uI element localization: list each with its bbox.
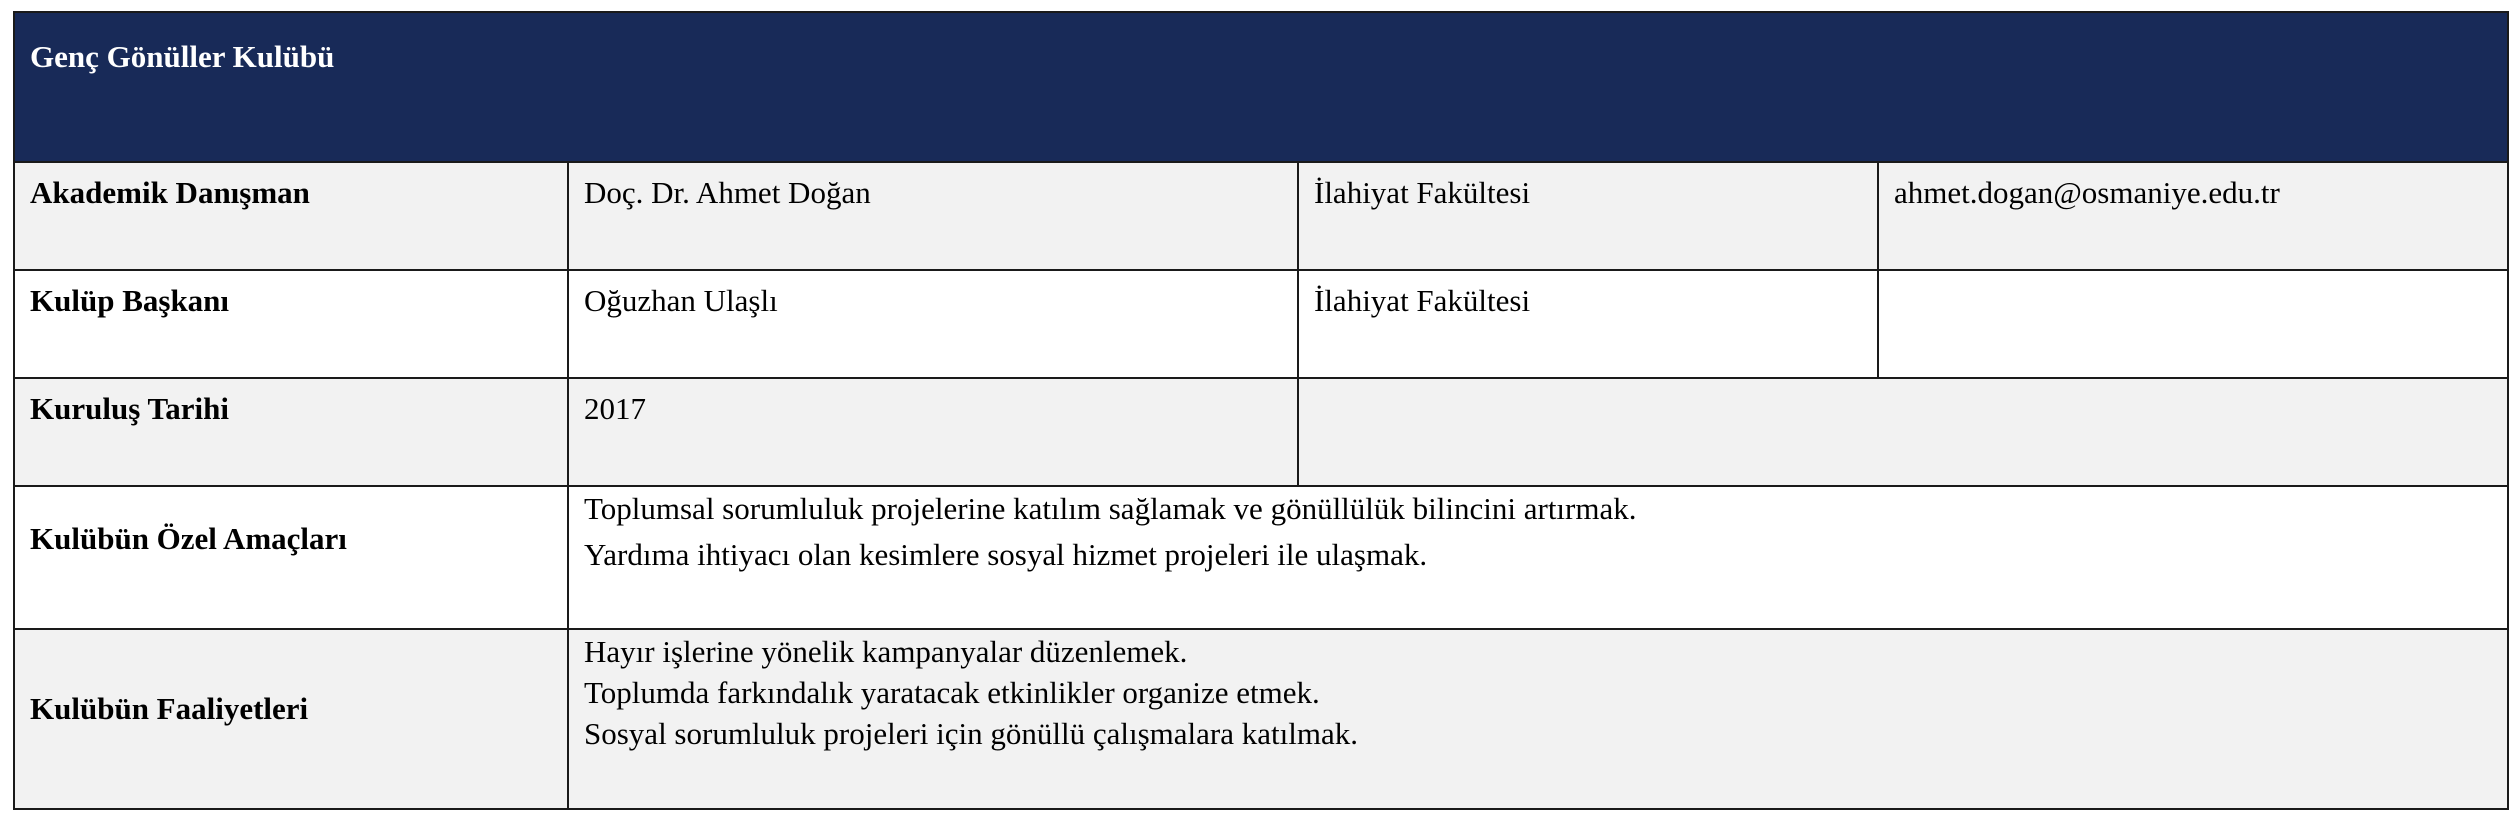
goals-row: [14, 486, 2508, 629]
advisor-email: ahmet.dogan@osmaniye.edu.tr: [1878, 162, 2508, 270]
president-name: Oğuzhan Ulaşlı: [568, 270, 1298, 378]
founded-empty-cell: [1298, 378, 2508, 486]
founded-value: 2017: [568, 378, 1298, 486]
president-faculty: İlahiyat Fakültesi: [1298, 270, 1878, 378]
advisor-faculty: İlahiyat Fakültesi: [1298, 162, 1878, 270]
activities-row: [14, 629, 2508, 809]
activity-item: Hayır işlerine yönelik kampanyalar düzenlemek.: [584, 634, 1188, 669]
advisor-row: [14, 162, 2508, 270]
advisor-label: Akademik Danışman: [14, 162, 568, 270]
founded-label: Kuruluş Tarihi: [14, 378, 568, 486]
president-row: [14, 270, 2508, 378]
president-label: Kulüp Başkanı: [14, 270, 568, 378]
president-email: [1878, 270, 2508, 378]
club-info-table: [13, 11, 2509, 810]
advisor-name: Doç. Dr. Ahmet Doğan: [568, 162, 1298, 270]
goals-list: [568, 486, 2508, 629]
goal-item: Yardıma ihtiyacı olan kesimlere sosyal hizmet projeleri ile ulaşmak.: [584, 537, 1428, 572]
founded-row: [14, 378, 2508, 486]
activities-label: Kulübün Faaliyetleri: [14, 629, 568, 809]
goals-label: Kulübün Özel Amaçları: [14, 486, 568, 629]
activity-item: Sosyal sorumluluk projeleri için gönüllü çalışmalara katılmak.: [584, 716, 1358, 751]
activities-list: [568, 629, 2508, 809]
club-title: Genç Gönüller Kulübü: [14, 12, 2508, 162]
activity-item: Toplumda farkındalık yaratacak etkinlikler organize etmek.: [584, 675, 1320, 710]
goal-item: Toplumsal sorumluluk projelerine katılım sağlamak ve gönüllülük bilincini artırmak.: [584, 491, 1637, 526]
